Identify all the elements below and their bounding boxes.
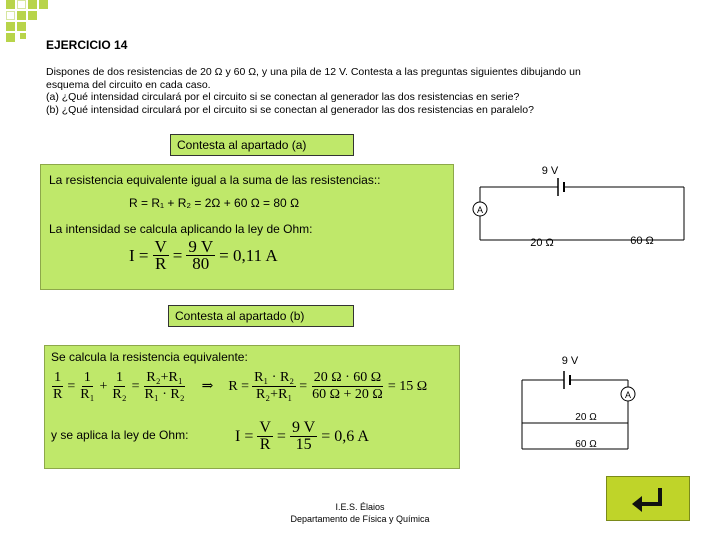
part-a-line1: La resistencia equivalente igual a la suma de las resistencias:: xyxy=(49,173,381,187)
resistor-1-label: 20 Ω xyxy=(530,237,554,249)
ammeter-label: A xyxy=(476,205,484,215)
footer-school: I.E.S. Élaios xyxy=(335,502,385,512)
part-b-ohm-formula: I = $\frac{V}{R}$ = $\frac{9 V}{15}$ = 0,6 A xyxy=(235,419,369,453)
part-b-equivalent-formula: $\frac{1}{R}$ = $\frac{1}{\text{R₁}}$ + $\frac{1}{\text{R₂}}$ = $\frac{\text{R₂+R₁}}{\text{R₁ · R₂}}$ ⇒ R = $\frac{\text{R₁ · R₂}}{\text{R₂+R₁}}$ = $\frac{20 \Omega \cdot 60 \Omega}{60 \Omega + 20 \Omega}$ = 15 Ω xyxy=(53,370,428,402)
battery-voltage-label: 9 V xyxy=(541,165,559,177)
tab-part-a[interactable]: Contesta al apartado (a) xyxy=(170,134,354,156)
part-b-line1: Se calcula la resistencia equivalente: xyxy=(51,350,248,364)
part-b-panel xyxy=(44,345,460,469)
footer-department: Departamento de Física y Química xyxy=(290,514,430,524)
series-circuit-diagram xyxy=(460,160,700,260)
statement-line: esquema del circuito en cada caso. xyxy=(46,78,211,91)
part-a-line2: R = R₁ + R₂ = 2Ω + 60 Ω = 80 Ω xyxy=(129,196,300,210)
part-b-line2: y se aplica la ley de Ohm: xyxy=(51,428,189,442)
part-a-line3: La intensidad se calcula aplicando la ley de Ohm: xyxy=(49,222,313,236)
statement-line: Dispones de dos resistencias de 20 Ω y 60 Ω, y una pila de 12 V. Contesta a las preguntas siguientes dibujando un xyxy=(46,66,581,78)
statement-line: (a) ¿Qué intensidad circulará por el circuito si se conectan al generador las dos resistencias en serie? xyxy=(46,91,520,104)
resistor-2-label: 60 Ω xyxy=(630,235,654,247)
part-a-ohm-formula: I = $\frac{V}{R}$ = $\frac{9 V}{80}$ = 0,11 A xyxy=(129,237,278,273)
tab-part-b[interactable]: Contesta al apartado (b) xyxy=(168,305,354,327)
return-arrow-icon xyxy=(626,482,670,516)
exercise-statement xyxy=(46,66,676,116)
battery-voltage-label: 9 V xyxy=(561,355,579,367)
parallel-circuit-diagram xyxy=(500,345,650,460)
return-button[interactable] xyxy=(606,476,690,521)
exercise-title: EJERCICIO 14 xyxy=(46,38,128,52)
resistor-2-label: 60 Ω xyxy=(575,439,597,450)
ammeter-label: A xyxy=(624,390,632,400)
part-a-panel xyxy=(40,164,454,290)
statement-line: (b) ¿Qué intensidad circulará por el circuito si se conectan al generador las dos resistencias en paralelo? xyxy=(46,103,534,116)
resistor-1-label: 20 Ω xyxy=(575,412,597,423)
